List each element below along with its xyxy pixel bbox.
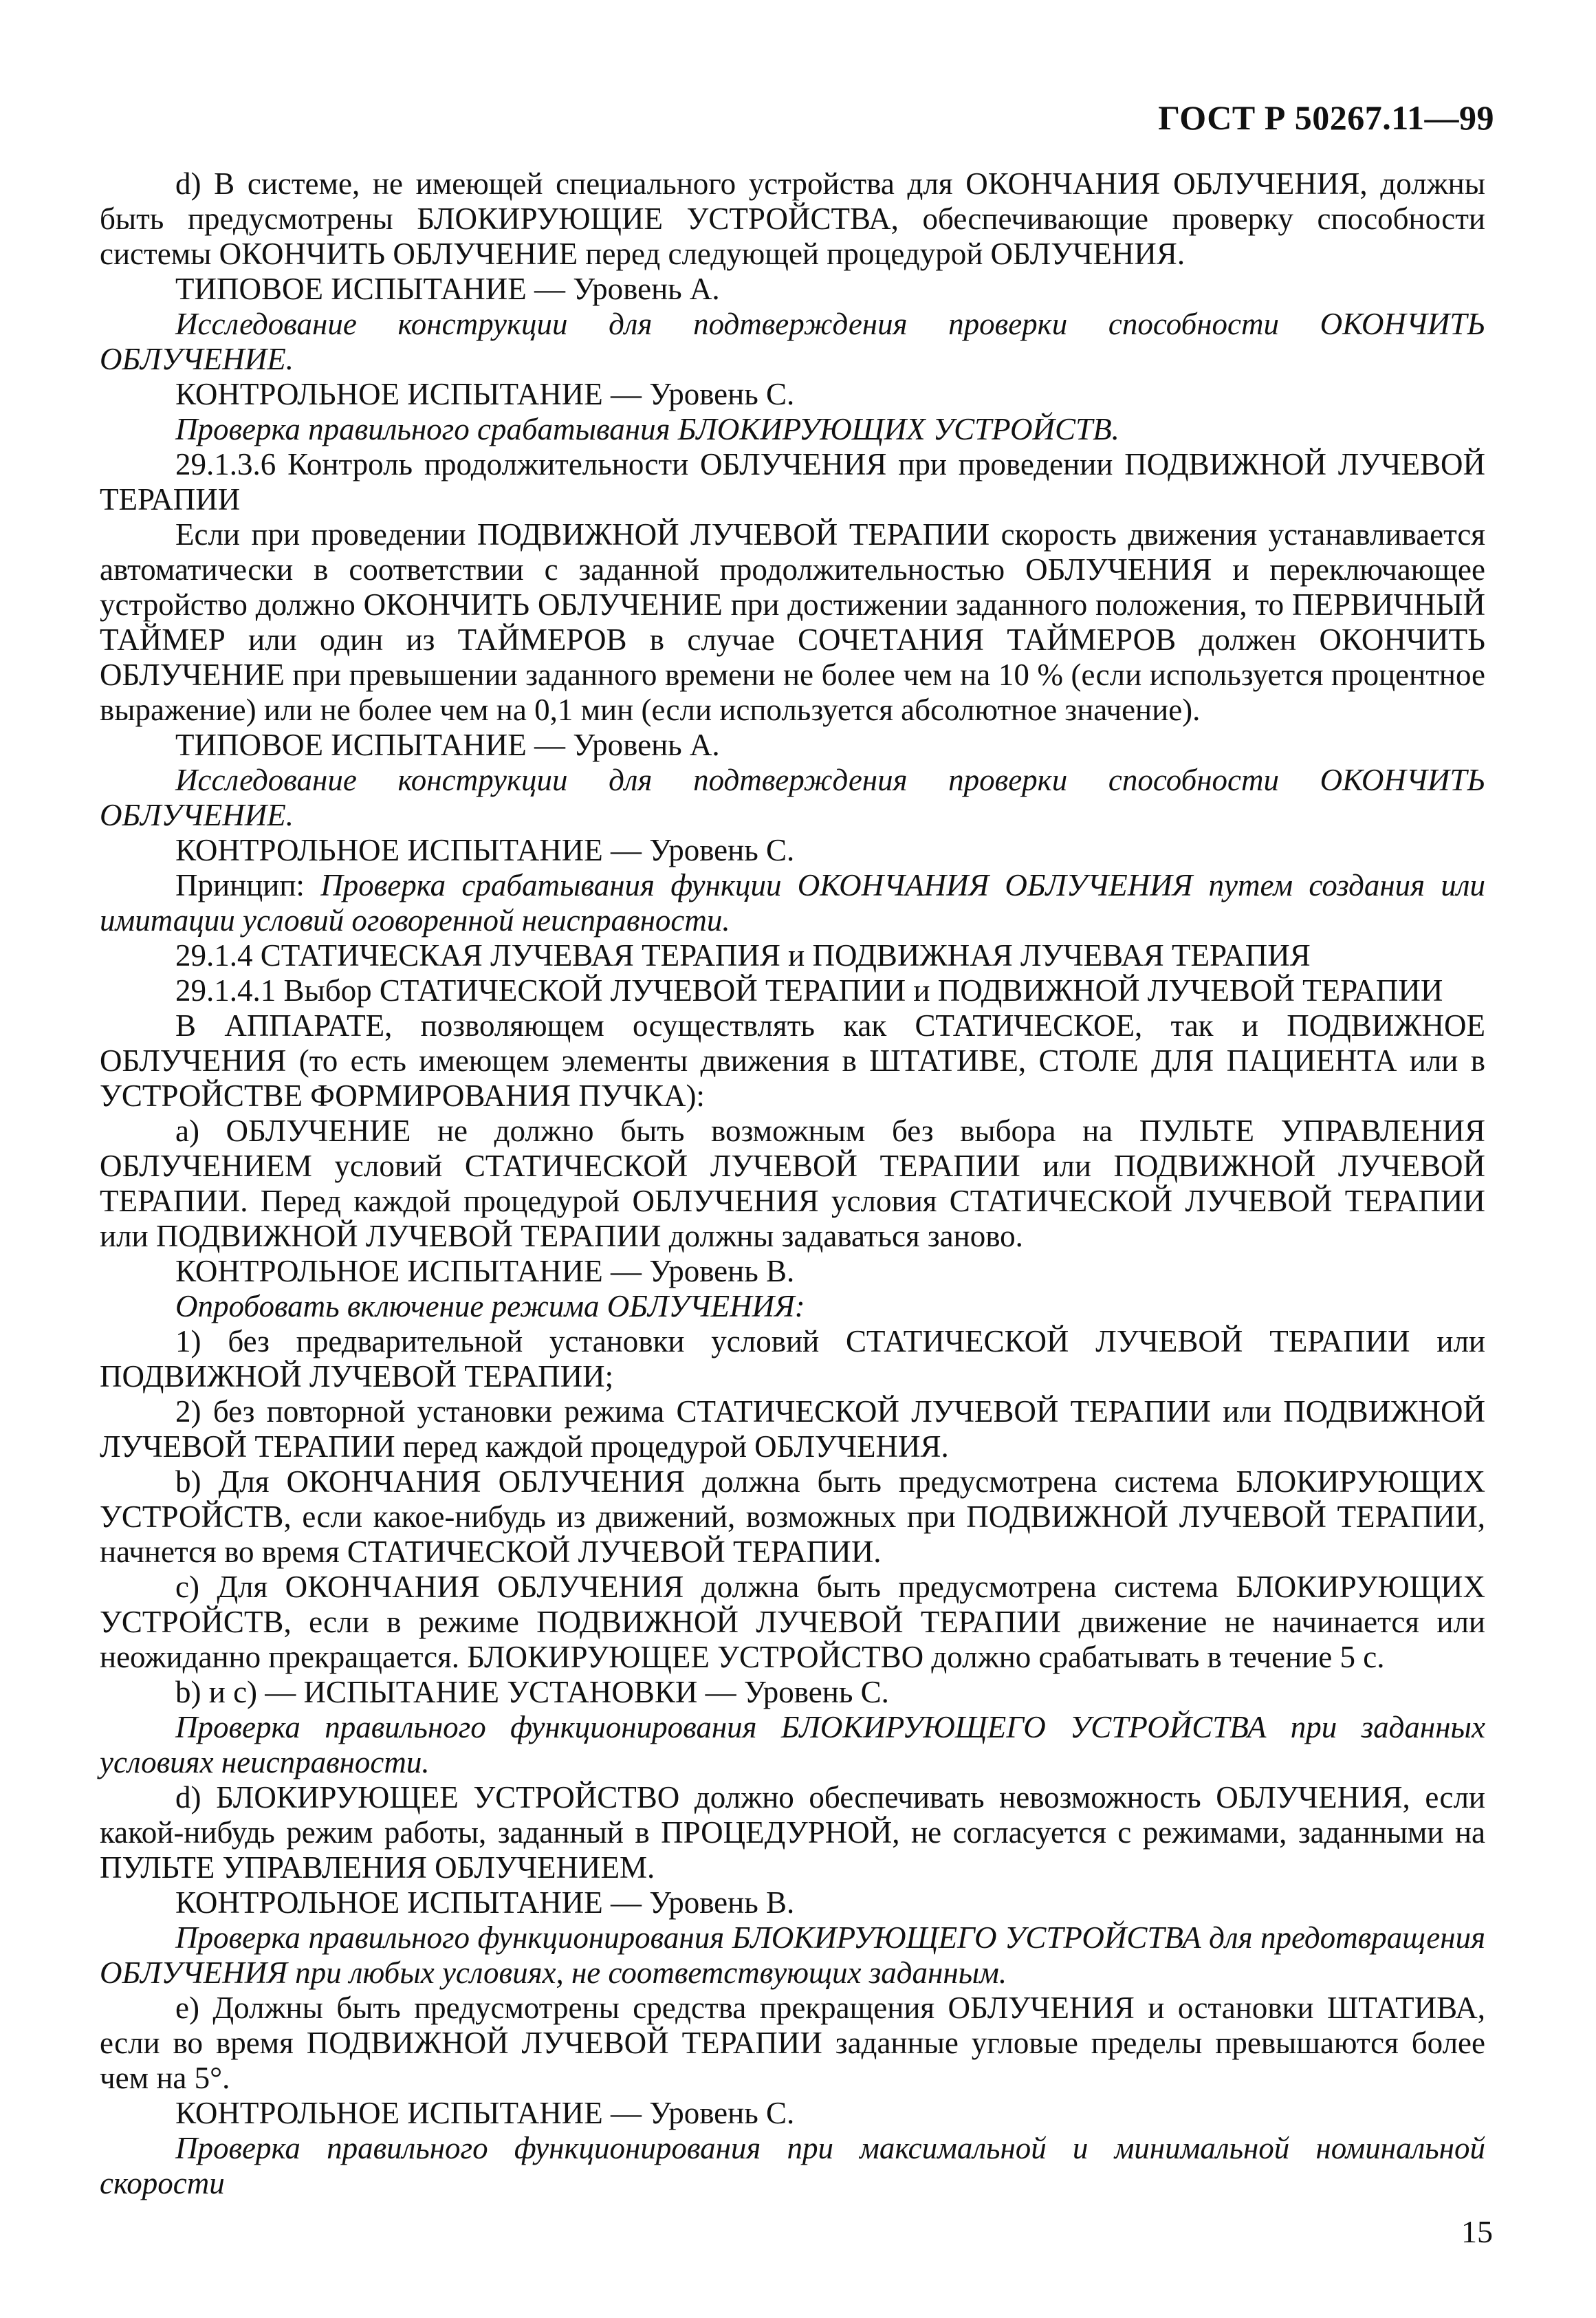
paragraph-text: b) и c) — ИСПЫТАНИЕ УСТАНОВКИ — Уровень С. [175, 1675, 889, 1709]
paragraph [100, 1114, 1485, 1254]
paragraph [100, 1885, 1485, 1920]
paragraph-text: 29.1.4.1 Выбор СТАТИЧЕСКОЙ ЛУЧЕВОЙ ТЕРАПИИ и ПОДВИЖНОЙ ЛУЧЕВОЙ ТЕРАПИИ [175, 973, 1443, 1008]
paragraph [100, 1394, 1485, 1464]
paragraph [100, 833, 1485, 868]
standard-code-header: ГОСТ Р 50267.11—99 [1158, 98, 1494, 137]
paragraph [100, 2096, 1485, 2131]
paragraph [100, 1710, 1485, 1780]
paragraph [100, 517, 1485, 728]
paragraph-text: В АППАРАТЕ, позволяющем осуществлять как СТАТИЧЕСКОЕ, так и ПОДВИЖНОЕ ОБЛУЧЕНИЯ (то есть имеющем элементы движения в ШТАТИВЕ, СТОЛЕ ДЛЯ ПАЦИЕНТА или в УСТРОЙСТВЕ ФОРМИРОВАНИЯ ПУЧКА): [100, 1008, 1485, 1113]
paragraph-text: КОНТРОЛЬНОЕ ИСПЫТАНИЕ — Уровень С. [175, 833, 795, 867]
italic-text: Исследование конструкции для подтверждения проверки способности ОКОНЧИТЬ ОБЛУЧЕНИЕ. [100, 763, 1485, 832]
paragraph [100, 1920, 1485, 1991]
paragraph [100, 868, 1485, 938]
paragraph [100, 377, 1485, 412]
paragraph [100, 447, 1485, 517]
paragraph [100, 2131, 1485, 2201]
italic-text: Опробовать включение режима ОБЛУЧЕНИЯ: [175, 1289, 805, 1323]
paragraph [100, 973, 1485, 1008]
paragraph [100, 1570, 1485, 1675]
paragraph [100, 412, 1485, 447]
paragraph [100, 1324, 1485, 1394]
paragraph-prefix: Принцип: [175, 868, 321, 902]
page-number: 15 [1461, 2214, 1493, 2249]
paragraph-text: 1) без предварительной установки условий СТАТИЧЕСКОЙ ЛУЧЕВОЙ ТЕРАПИИ или ПОДВИЖНОЙ ЛУЧЕВОЙ ТЕРАПИИ; [100, 1324, 1485, 1394]
paragraph-text: 2) без повторной установки режима СТАТИЧЕСКОЙ ЛУЧЕВОЙ ТЕРАПИИ или ПОДВИЖНОЙ ЛУЧЕВОЙ ТЕРАПИИ перед каждой процедурой ОБЛУЧЕНИЯ. [100, 1394, 1485, 1464]
paragraph-text: Если при проведении ПОДВИЖНОЙ ЛУЧЕВОЙ ТЕРАПИИ скорость движения устанавливается автоматически в соответствии с заданной продолжительностью ОБЛУЧЕНИЯ и переключающее устройство должно ОКОНЧИТЬ ОБЛУЧЕНИЕ при достижении заданного положения, то ПЕРВИЧНЫЙ ТАЙМЕР или один из ТАЙМЕРОВ в случае СОЧЕТАНИЯ ТАЙМЕРОВ должен ОКОНЧИТЬ ОБЛУЧЕНИЕ при превышении заданного времени не более чем на 10 % (если используется процентное выражение) или не более чем на 0,1 мин (если используется абсолютное значение). [100, 517, 1485, 727]
paragraph-text: КОНТРОЛЬНОЕ ИСПЫТАНИЕ — Уровень С. [175, 377, 795, 411]
paragraph [100, 1254, 1485, 1289]
paragraph-text: ТИПОВОЕ ИСПЫТАНИЕ — Уровень А. [175, 728, 720, 762]
paragraph-text: b) Для ОКОНЧАНИЯ ОБЛУЧЕНИЯ должна быть предусмотрена система БЛОКИРУЮЩИХ УСТРОЙСТВ, если какое-нибудь из движений, возможных при ПОДВИЖНОЙ ЛУЧЕВОЙ ТЕРАПИИ, начнется во время СТАТИЧЕСКОЙ ЛУЧЕВОЙ ТЕРАПИИ. [100, 1464, 1485, 1569]
italic-text: Проверка правильного срабатывания БЛОКИРУЮЩИХ УСТРОЙСТВ. [175, 412, 1119, 446]
paragraph-text: КОНТРОЛЬНОЕ ИСПЫТАНИЕ — Уровень В. [175, 1254, 795, 1288]
paragraph [100, 272, 1485, 307]
paragraph [100, 166, 1485, 272]
italic-text: Проверка срабатывания функции ОКОНЧАНИЯ ОБЛУЧЕНИЯ путем создания или имитации условий оговоренной неисправности. [100, 868, 1485, 938]
italic-text: Исследование конструкции для подтверждения проверки способности ОКОНЧИТЬ ОБЛУЧЕНИЕ. [100, 307, 1485, 376]
italic-text: Проверка правильного функционирования при максимальной и минимальной номинальной скорости [100, 2131, 1485, 2200]
italic-text: Проверка правильного функционирования БЛОКИРУЮЩЕГО УСТРОЙСТВА при заданных условиях неисправности. [100, 1710, 1485, 1779]
paragraph-text: КОНТРОЛЬНОЕ ИСПЫТАНИЕ — Уровень С. [175, 2096, 795, 2130]
paragraph [100, 1991, 1485, 2096]
paragraph [100, 938, 1485, 973]
document-body [100, 166, 1485, 2201]
paragraph-text: e) Должны быть предусмотрены средства прекращения ОБЛУЧЕНИЯ и остановки ШТАТИВА, если во время ПОДВИЖНОЙ ЛУЧЕВОЙ ТЕРАПИИ заданные угловые пределы превышаются более чем на 5°. [100, 1991, 1485, 2095]
paragraph-text: d) БЛОКИРУЮЩЕЕ УСТРОЙСТВО должно обеспечивать невозможность ОБЛУЧЕНИЯ, если какой-нибудь режим работы, заданный в ПРОЦЕДУРНОЙ, не согласуется с режимами, заданными на ПУЛЬТЕ УПРАВЛЕНИЯ ОБЛУЧЕНИЕМ. [100, 1780, 1485, 1885]
paragraph-text: 29.1.3.6 Контроль продолжительности ОБЛУЧЕНИЯ при проведении ПОДВИЖНОЙ ЛУЧЕВОЙ ТЕРАПИИ [100, 447, 1485, 517]
paragraph [100, 1008, 1485, 1114]
paragraph-text: c) Для ОКОНЧАНИЯ ОБЛУЧЕНИЯ должна быть предусмотрена система БЛОКИРУЮЩИХ УСТРОЙСТВ, если в режиме ПОДВИЖНОЙ ЛУЧЕВОЙ ТЕРАПИИ движение не начинается или неожиданно прекращается. БЛОКИРУЮЩЕЕ УСТРОЙСТВО должно срабатывать в течение 5 с. [100, 1570, 1485, 1674]
paragraph-text: КОНТРОЛЬНОЕ ИСПЫТАНИЕ — Уровень В. [175, 1885, 795, 1920]
paragraph-text: a) ОБЛУЧЕНИЕ не должно быть возможным без выбора на ПУЛЬТЕ УПРАВЛЕНИЯ ОБЛУЧЕНИЕМ условий СТАТИЧЕСКОЙ ЛУЧЕВОЙ ТЕРАПИИ или ПОДВИЖНОЙ ЛУЧЕВОЙ ТЕРАПИИ. Перед каждой процедурой ОБЛУЧЕНИЯ условия СТАТИЧЕСКОЙ ЛУЧЕВОЙ ТЕРАПИИ или ПОДВИЖНОЙ ЛУЧЕВОЙ ТЕРАПИИ должны задаваться заново. [100, 1114, 1485, 1253]
paragraph-text: ТИПОВОЕ ИСПЫТАНИЕ — Уровень А. [175, 272, 720, 306]
paragraph-text: d) В системе, не имеющей специального устройства для ОКОНЧАНИЯ ОБЛУЧЕНИЯ, должны быть предусмотрены БЛОКИРУЮЩИЕ УСТРОЙСТВА, обеспечивающие проверку способности системы ОКОНЧИТЬ ОБЛУЧЕНИЕ перед следующей процедурой ОБЛУЧЕНИЯ. [100, 166, 1485, 271]
italic-text: Проверка правильного функционирования БЛОКИРУЮЩЕГО УСТРОЙСТВА для предотвращения ОБЛУЧЕНИЯ при любых условиях, не соответствующих заданным. [100, 1920, 1485, 1990]
paragraph [100, 1464, 1485, 1570]
paragraph-text: 29.1.4 СТАТИЧЕСКАЯ ЛУЧЕВАЯ ТЕРАПИЯ и ПОДВИЖНАЯ ЛУЧЕВАЯ ТЕРАПИЯ [175, 938, 1311, 973]
paragraph [100, 307, 1485, 377]
paragraph [100, 1675, 1485, 1710]
paragraph [100, 1289, 1485, 1324]
paragraph [100, 763, 1485, 833]
paragraph [100, 1780, 1485, 1885]
paragraph [100, 728, 1485, 763]
